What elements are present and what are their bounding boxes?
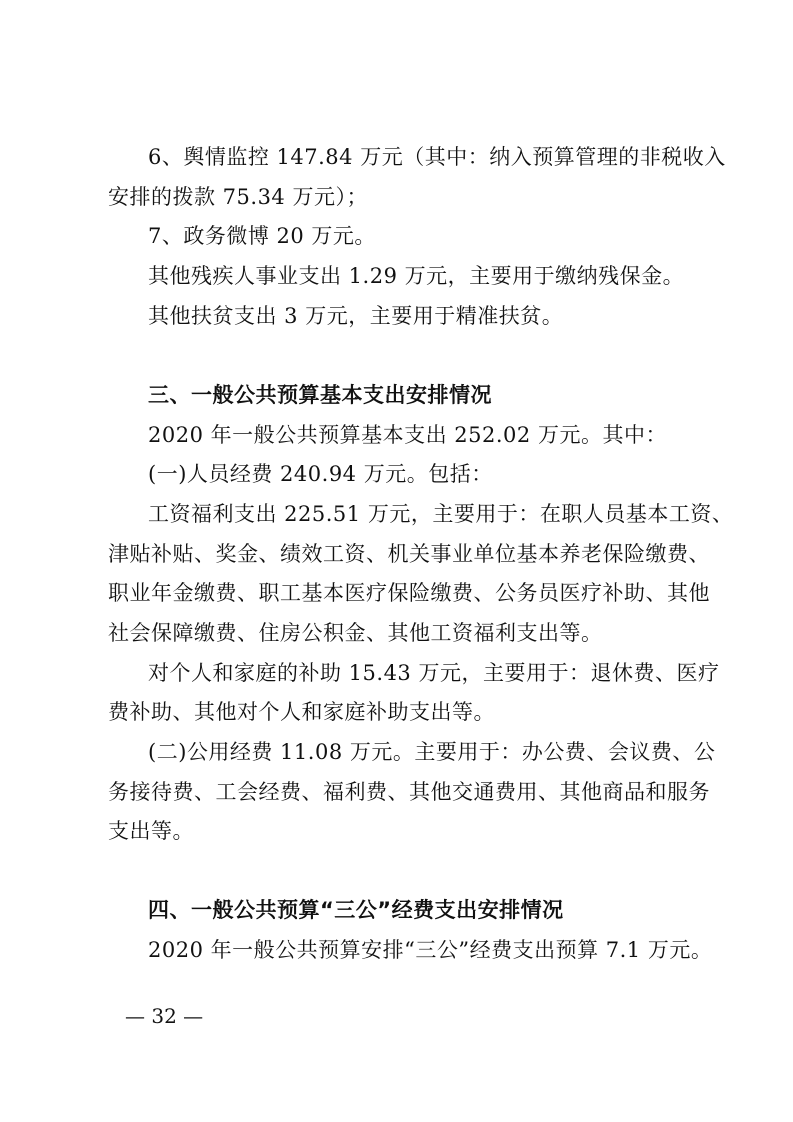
- paragraph-line: 对个人和家庭的补助 15.43 万元，主要用于：退休费、医疗: [148, 661, 720, 685]
- page-number: — 32 —: [125, 1004, 204, 1028]
- paragraph-line: 社会保障缴费、住房公积金、其他工资福利支出等。: [108, 621, 603, 645]
- paragraph-line: 务接待费、工会经费、福利费、其他交通费用、其他商品和服务: [108, 780, 710, 804]
- paragraph-line: (一)人员经费 240.94 万元。包括：: [148, 462, 493, 486]
- paragraph-line: 职业年金缴费、职工基本医疗保险缴费、公务员医疗补助、其他: [108, 581, 710, 605]
- paragraph-line: 2020 年一般公共预算基本支出 252.02 万元。其中：: [148, 423, 667, 447]
- paragraph-line: 津贴补贴、奖金、绩效工资、机关事业单位基本养老保险缴费、: [108, 542, 710, 566]
- paragraph-line: 7、政务微博 20 万元。: [148, 224, 376, 248]
- paragraph-line: 安排的拨款 75.34 万元）；: [108, 185, 368, 209]
- section-heading: 四、一般公共预算“三公”经费支出安排情况: [148, 898, 564, 922]
- paragraph-line: 6、舆情监控 147.84 万元（其中：纳入预算管理的非税收入: [148, 145, 726, 169]
- paragraph-line: 其他残疾人事业支出 1.29 万元，主要用于缴纳残保金。: [148, 264, 685, 288]
- paragraph-line: 其他扶贫支出 3 万元，主要用于精准扶贫。: [148, 304, 564, 328]
- paragraph-line: 费补助、其他对个人和家庭补助支出等。: [108, 700, 495, 724]
- paragraph-line: 2020 年一般公共预算安排“三公”经费支出预算 7.1 万元。: [148, 938, 713, 962]
- paragraph-line: 支出等。: [108, 819, 194, 843]
- paragraph-line: 工资福利支出 225.51 万元，主要用于：在职人员基本工资、: [148, 502, 734, 526]
- section-heading: 三、一般公共预算基本支出安排情况: [148, 383, 492, 407]
- paragraph-line: (二)公用经费 11.08 万元。主要用于：办公费、会议费、公: [148, 740, 716, 764]
